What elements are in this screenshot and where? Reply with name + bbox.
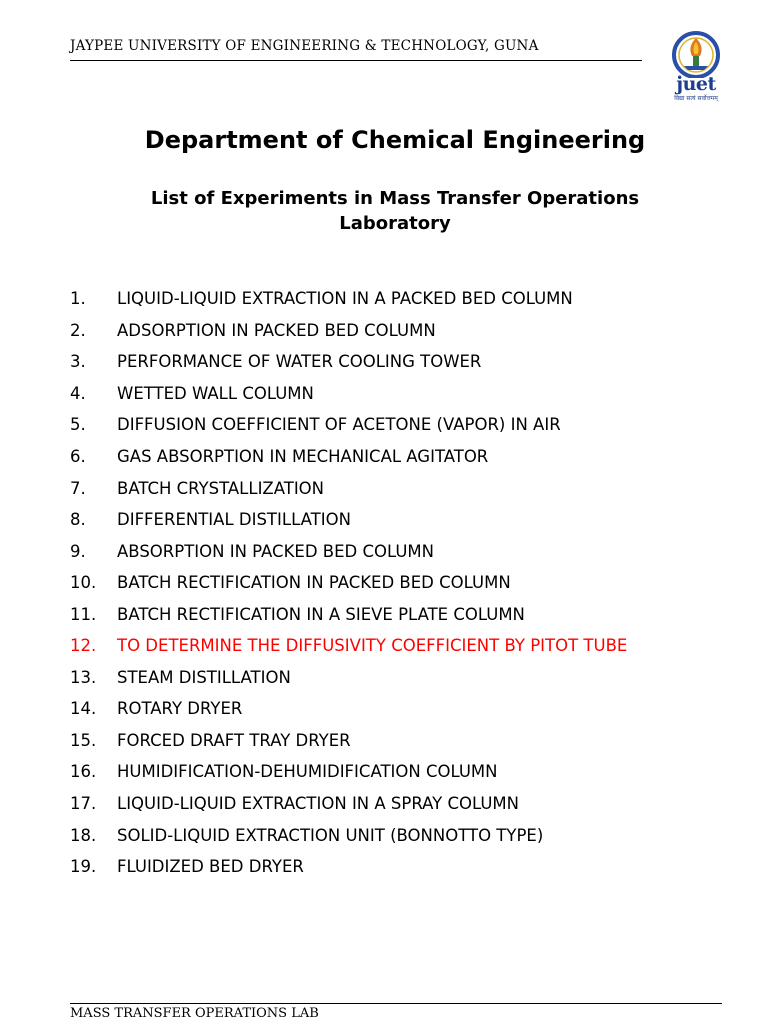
experiment-item [70,598,627,630]
experiment-title: ABSORPTION IN PACKED BED COLUMN [117,541,435,561]
experiment-item [70,504,627,536]
experiment-item [70,851,627,883]
experiment-number: 1. [70,289,86,309]
experiment-title: STEAM DISTILLATION [117,667,291,687]
experiment-item [70,567,627,599]
experiment-title: SOLID-LIQUID EXTRACTION UNIT (BONNOTTO TYPE) [117,825,544,845]
experiment-item [70,662,627,694]
experiment-title: LIQUID-LIQUID EXTRACTION IN A SPRAY COLUMN [117,794,520,814]
experiment-title: FORCED DRAFT TRAY DRYER [117,730,351,750]
experiment-number: 10. [70,573,97,593]
experiment-number: 11. [70,604,97,624]
experiment-item [70,409,627,441]
list-subtitle [105,186,685,236]
experiment-number: 5. [70,415,86,435]
experiment-number: 14. [70,699,97,719]
experiment-number: 16. [70,762,97,782]
experiment-title: HUMIDIFICATION-DEHUMIDIFICATION COLUMN [117,762,498,782]
experiment-title: WETTED WALL COLUMN [117,383,314,403]
experiment-title: BATCH RECTIFICATION IN A SIEVE PLATE COLUMN [117,604,525,624]
experiment-number: 8. [70,510,86,530]
experiment-item [70,535,627,567]
institution-name: JAYPEE UNIVERSITY OF ENGINEERING & TECHNOLOGY, GUNA [70,38,539,54]
logo-wordmark: juet [676,73,716,95]
experiment-title: DIFFERENTIAL DISTILLATION [117,510,351,530]
footer-label: MASS TRANSFER OPERATIONS LAB [70,1006,319,1021]
experiment-title: TO DETERMINE THE DIFFUSIVITY COEFFICIENT BY PITOT TUBE [117,636,628,656]
experiment-item [70,630,627,662]
logo-emblem-icon [662,30,730,78]
experiment-number: 18. [70,825,97,845]
experiment-number: 3. [70,352,86,372]
experiment-item [70,693,627,725]
experiment-item [70,756,627,788]
experiment-list [70,283,627,882]
experiment-number: 7. [70,478,86,498]
experiment-number: 15. [70,730,97,750]
subtitle-line-2: Laboratory [339,213,451,234]
experiment-title: PERFORMANCE OF WATER COOLING TOWER [117,352,482,372]
experiment-title: GAS ABSORPTION IN MECHANICAL AGITATOR [117,447,489,466]
experiment-title: ROTARY DRYER [117,699,243,719]
experiment-item [70,472,627,504]
experiment-item [70,819,627,851]
experiment-item [70,725,627,757]
experiment-number: 17. [70,794,97,814]
experiment-number: 19. [70,857,97,877]
experiment-item [70,346,627,378]
experiment-title: ADSORPTION IN PACKED BED COLUMN [117,320,436,340]
experiment-item [70,283,627,315]
experiment-title: DIFFUSION COEFFICIENT OF ACETONE (VAPOR) IN AIR [117,415,561,435]
experiment-title: BATCH RECTIFICATION IN PACKED BED COLUMN [117,573,511,593]
experiment-item [70,378,627,410]
experiment-number: 12. [70,636,97,656]
experiment-number: 13. [70,667,97,687]
experiment-item [70,441,627,473]
footer-divider [70,1003,722,1004]
experiment-number: 2. [70,320,86,340]
experiment-number: 9. [70,541,86,561]
experiment-title: LIQUID-LIQUID EXTRACTION IN A PACKED BED COLUMN [117,289,573,309]
university-logo [662,30,730,102]
logo-motto: विद्या सत्यं सर्वोत्तमम् [674,95,718,102]
experiment-number: 4. [70,383,86,403]
subtitle-line-1: List of Experiments in Mass Transfer Operations [150,188,640,209]
experiment-item [70,315,627,347]
experiment-title: BATCH CRYSTALLIZATION [117,478,325,498]
experiment-item [70,788,627,820]
experiment-title: FLUIDIZED BED DRYER [117,857,304,877]
header-divider [70,60,642,61]
experiment-number: 6. [70,447,86,466]
department-title: Department of Chemical Engineering [144,126,646,154]
